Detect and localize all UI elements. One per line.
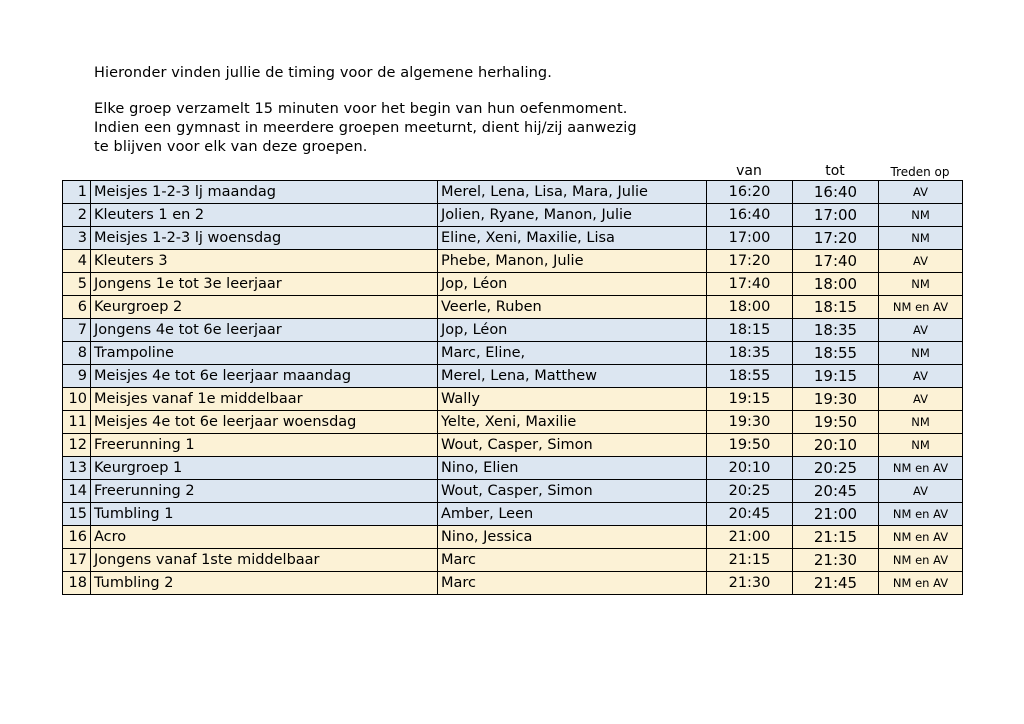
- row-number: 18: [63, 572, 91, 595]
- end-time: 21:15: [793, 526, 879, 549]
- performance-slot: NM en AV: [879, 296, 963, 319]
- row-number: 3: [63, 227, 91, 250]
- end-time: 19:15: [793, 365, 879, 388]
- performance-slot: AV: [879, 480, 963, 503]
- start-time: 17:20: [707, 250, 793, 273]
- row-number: 13: [63, 457, 91, 480]
- row-number: 8: [63, 342, 91, 365]
- performance-slot: AV: [879, 365, 963, 388]
- row-number: 1: [63, 181, 91, 204]
- performance-slot: AV: [879, 250, 963, 273]
- trainer-names: Wally: [438, 388, 707, 411]
- column-headers: [0, 163, 1024, 179]
- table-row: [63, 342, 963, 365]
- performance-slot: NM: [879, 342, 963, 365]
- row-number: 11: [63, 411, 91, 434]
- table-row: [63, 227, 963, 250]
- table-row: [63, 480, 963, 503]
- intro-text: [94, 64, 734, 157]
- end-time: 21:30: [793, 549, 879, 572]
- start-time: 20:45: [707, 503, 793, 526]
- trainer-names: Jolien, Ryane, Manon, Julie: [438, 204, 707, 227]
- performance-slot: NM: [879, 227, 963, 250]
- performance-slot: NM: [879, 434, 963, 457]
- start-time: 20:25: [707, 480, 793, 503]
- end-time: 20:25: [793, 457, 879, 480]
- schedule-body: [63, 181, 963, 595]
- group-name: Trampoline: [91, 342, 438, 365]
- group-name: Tumbling 2: [91, 572, 438, 595]
- row-number: 17: [63, 549, 91, 572]
- group-name: Jongens vanaf 1ste middelbaar: [91, 549, 438, 572]
- table-row: [63, 365, 963, 388]
- start-time: 18:00: [707, 296, 793, 319]
- trainer-names: Wout, Casper, Simon: [438, 480, 707, 503]
- trainer-names: Marc, Eline,: [438, 342, 707, 365]
- row-number: 15: [63, 503, 91, 526]
- performance-slot: NM: [879, 273, 963, 296]
- start-time: 21:30: [707, 572, 793, 595]
- end-time: 17:00: [793, 204, 879, 227]
- trainer-names: Marc: [438, 549, 707, 572]
- header-tot: tot: [825, 163, 845, 179]
- start-time: 18:35: [707, 342, 793, 365]
- row-number: 16: [63, 526, 91, 549]
- start-time: 19:30: [707, 411, 793, 434]
- row-number: 2: [63, 204, 91, 227]
- end-time: 18:15: [793, 296, 879, 319]
- group-name: Meisjes 4e tot 6e leerjaar maandag: [91, 365, 438, 388]
- header-van: van: [736, 163, 762, 179]
- trainer-names: Merel, Lena, Lisa, Mara, Julie: [438, 181, 707, 204]
- group-name: Meisjes 4e tot 6e leerjaar woensdag: [91, 411, 438, 434]
- start-time: 18:55: [707, 365, 793, 388]
- table-row: [63, 181, 963, 204]
- group-name: Jongens 4e tot 6e leerjaar: [91, 319, 438, 342]
- intro-line: te blijven voor elk van deze groepen.: [94, 139, 368, 155]
- trainer-names: Phebe, Manon, Julie: [438, 250, 707, 273]
- group-name: Keurgroep 1: [91, 457, 438, 480]
- end-time: 21:45: [793, 572, 879, 595]
- group-name: Jongens 1e tot 3e leerjaar: [91, 273, 438, 296]
- row-number: 14: [63, 480, 91, 503]
- trainer-names: Jop, Léon: [438, 273, 707, 296]
- start-time: 18:15: [707, 319, 793, 342]
- row-number: 5: [63, 273, 91, 296]
- trainer-names: Merel, Lena, Matthew: [438, 365, 707, 388]
- end-time: 20:45: [793, 480, 879, 503]
- end-time: 17:20: [793, 227, 879, 250]
- end-time: 18:55: [793, 342, 879, 365]
- end-time: 17:40: [793, 250, 879, 273]
- trainer-names: Wout, Casper, Simon: [438, 434, 707, 457]
- table-row: [63, 204, 963, 227]
- group-name: Meisjes 1-2-3 lj woensdag: [91, 227, 438, 250]
- table-row: [63, 526, 963, 549]
- trainer-names: Amber, Leen: [438, 503, 707, 526]
- row-number: 9: [63, 365, 91, 388]
- table-row: [63, 434, 963, 457]
- row-number: 4: [63, 250, 91, 273]
- start-time: 16:20: [707, 181, 793, 204]
- performance-slot: AV: [879, 181, 963, 204]
- group-name: Kleuters 3: [91, 250, 438, 273]
- table-row: [63, 388, 963, 411]
- table-row: [63, 273, 963, 296]
- schedule-table: [62, 180, 963, 595]
- row-number: 7: [63, 319, 91, 342]
- start-time: 19:15: [707, 388, 793, 411]
- end-time: 18:35: [793, 319, 879, 342]
- group-name: Meisjes vanaf 1e middelbaar: [91, 388, 438, 411]
- end-time: 21:00: [793, 503, 879, 526]
- intro-line: Elke groep verzamelt 15 minuten voor het begin van hun oefenmoment.: [94, 101, 628, 117]
- start-time: 20:10: [707, 457, 793, 480]
- trainer-names: Jop, Léon: [438, 319, 707, 342]
- table-row: [63, 503, 963, 526]
- group-name: Tumbling 1: [91, 503, 438, 526]
- header-treden-op: Treden op: [890, 165, 950, 179]
- group-name: Freerunning 2: [91, 480, 438, 503]
- end-time: 16:40: [793, 181, 879, 204]
- performance-slot: AV: [879, 388, 963, 411]
- trainer-names: Yelte, Xeni, Maxilie: [438, 411, 707, 434]
- performance-slot: NM en AV: [879, 503, 963, 526]
- table-row: [63, 457, 963, 480]
- trainer-names: Nino, Elien: [438, 457, 707, 480]
- performance-slot: NM en AV: [879, 526, 963, 549]
- end-time: 19:30: [793, 388, 879, 411]
- intro-line: Hieronder vinden jullie de timing voor de algemene herhaling.: [94, 65, 552, 81]
- performance-slot: AV: [879, 319, 963, 342]
- start-time: 16:40: [707, 204, 793, 227]
- group-name: Keurgroep 2: [91, 296, 438, 319]
- row-number: 12: [63, 434, 91, 457]
- table-row: [63, 250, 963, 273]
- group-name: Kleuters 1 en 2: [91, 204, 438, 227]
- performance-slot: NM en AV: [879, 572, 963, 595]
- trainer-names: Nino, Jessica: [438, 526, 707, 549]
- group-name: Freerunning 1: [91, 434, 438, 457]
- start-time: 21:15: [707, 549, 793, 572]
- table-row: [63, 549, 963, 572]
- performance-slot: NM en AV: [879, 457, 963, 480]
- table-row: [63, 572, 963, 595]
- trainer-names: Eline, Xeni, Maxilie, Lisa: [438, 227, 707, 250]
- start-time: 17:00: [707, 227, 793, 250]
- group-name: Meisjes 1-2-3 lj maandag: [91, 181, 438, 204]
- start-time: 21:00: [707, 526, 793, 549]
- start-time: 17:40: [707, 273, 793, 296]
- table-row: [63, 296, 963, 319]
- trainer-names: Marc: [438, 572, 707, 595]
- end-time: 19:50: [793, 411, 879, 434]
- performance-slot: NM: [879, 204, 963, 227]
- end-time: 20:10: [793, 434, 879, 457]
- intro-line: Indien een gymnast in meerdere groepen meeturnt, dient hij/zij aanwezig: [94, 120, 637, 136]
- trainer-names: Veerle, Ruben: [438, 296, 707, 319]
- group-name: Acro: [91, 526, 438, 549]
- table-row: [63, 411, 963, 434]
- row-number: 6: [63, 296, 91, 319]
- start-time: 19:50: [707, 434, 793, 457]
- row-number: 10: [63, 388, 91, 411]
- end-time: 18:00: [793, 273, 879, 296]
- performance-slot: NM en AV: [879, 549, 963, 572]
- table-row: [63, 319, 963, 342]
- performance-slot: NM: [879, 411, 963, 434]
